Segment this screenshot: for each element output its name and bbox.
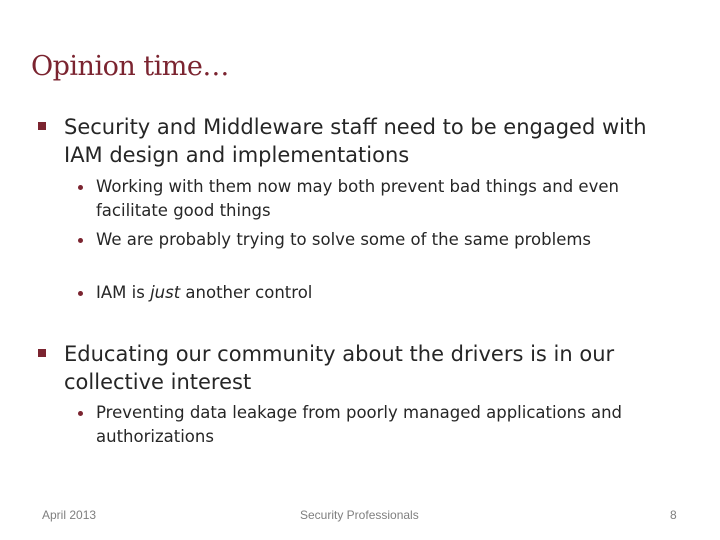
sub-bullet-text: We are probably trying to solve some of the same problems [96,230,592,249]
dot-bullet-icon [78,185,83,190]
sub-bullet-text: Preventing data leakage from poorly managed applications and authorizations [96,403,623,446]
sub-bullet-text-pre: IAM is [96,283,151,302]
sub-bullet-text: Working with them now may both prevent bad things and even facilitate good things [96,177,619,220]
footer-date: April 2013 [42,508,97,522]
sub-bullet-item [96,281,686,305]
sub-bullet-emphasis: just [150,283,181,302]
dot-bullet-icon [78,411,83,416]
slide-title: Opinion time… [31,51,229,82]
sub-bullet-item [96,175,686,223]
bullet-item [64,340,684,396]
sub-bullet-text-post: another control [180,283,313,302]
sub-bullet-item [96,228,686,252]
dot-bullet-icon [78,291,83,296]
footer-center-text: Security Professionals [300,508,419,522]
bullet-text: Educating our community about the drivers is in our collective interest [64,342,615,394]
bullet-text: Security and Middleware staff need to be engaged with IAM design and implementations [64,115,647,167]
page-number: 8 [670,508,677,522]
bullet-item [64,113,684,169]
dot-bullet-icon [78,238,83,243]
square-bullet-icon [38,349,46,357]
square-bullet-icon [38,122,46,130]
sub-bullet-item [96,401,686,449]
